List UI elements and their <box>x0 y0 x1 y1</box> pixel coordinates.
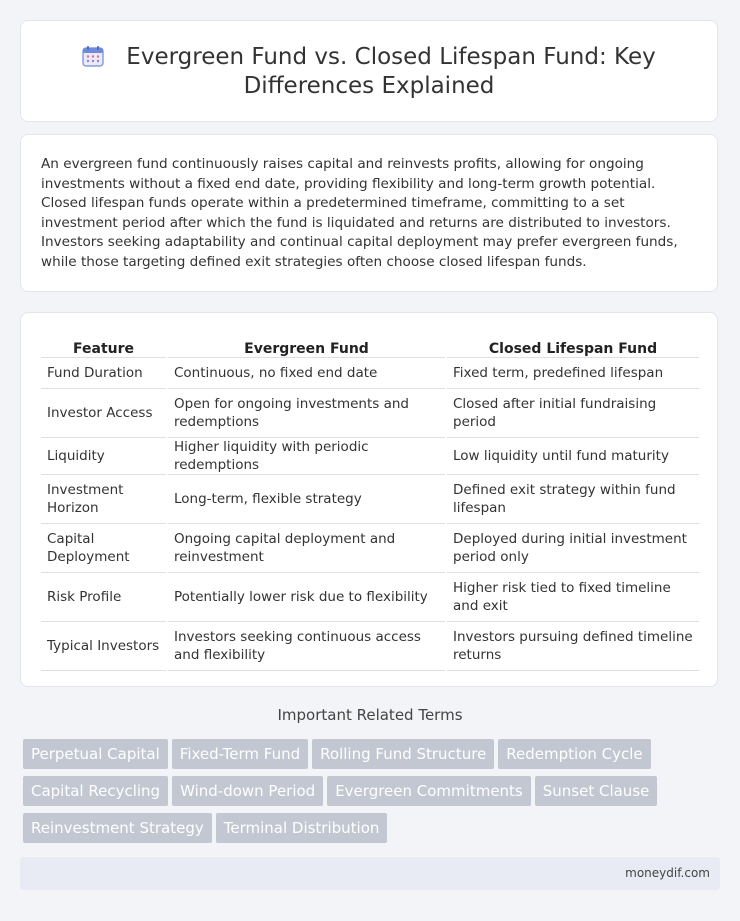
row-feature: Investment Horizon <box>41 475 167 524</box>
term-chip[interactable]: Perpetual Capital <box>23 739 168 769</box>
header-closed: Closed Lifespan Fund <box>446 335 699 358</box>
row-evergreen: Ongoing capital deployment and reinvestment <box>167 524 446 573</box>
row-evergreen: Higher liquidity with periodic redemptions <box>167 438 446 475</box>
row-evergreen: Open for ongoing investments and redemptions <box>167 389 446 438</box>
row-closed: Investors pursuing defined timeline returns <box>446 622 699 671</box>
title-wrap <box>21 43 717 101</box>
term-chip[interactable]: Terminal Distribution <box>216 813 388 843</box>
table-row <box>41 389 699 438</box>
row-feature: Capital Deployment <box>41 524 167 573</box>
term-chip[interactable]: Sunset Clause <box>535 776 658 806</box>
header-feature: Feature <box>41 335 167 358</box>
row-closed: Higher risk tied to fixed timeline and exit <box>446 573 699 622</box>
related-terms-heading: Important Related Terms <box>277 706 463 724</box>
row-feature: Investor Access <box>41 389 167 438</box>
table-header-row <box>41 335 699 358</box>
row-evergreen: Long-term, flexible strategy <box>167 475 446 524</box>
term-chip[interactable]: Wind-down Period <box>172 776 323 806</box>
table-row <box>41 438 699 475</box>
header-evergreen: Evergreen Fund <box>167 335 446 358</box>
intro-paragraph: An evergreen fund continuously raises capital and reinvests profits, allowing for ongoing investments without a fixed end date, providing flexibility and long-term growth potential. Closed lifespan funds operate within a predetermined timeframe, committing to a set investment period after which the fund is liquidated and returns are distributed to investors. Investors seeking adaptability and continual capital deployment may prefer evergreen funds, while those targeting defined exit strategies often choose closed lifespan funds. <box>41 156 678 270</box>
row-closed: Closed after initial fundraising period <box>446 389 699 438</box>
intro-card <box>20 134 718 292</box>
comparison-card <box>20 312 718 687</box>
row-evergreen: Continuous, no fixed end date <box>167 358 446 389</box>
table-row <box>41 524 699 573</box>
table-row <box>41 573 699 622</box>
row-feature: Risk Profile <box>41 573 167 622</box>
row-closed: Defined exit strategy within fund lifespan <box>446 475 699 524</box>
row-closed: Deployed during initial investment period only <box>446 524 699 573</box>
term-chip[interactable]: Reinvestment Strategy <box>23 813 212 843</box>
table-row <box>41 475 699 524</box>
page-title: Evergreen Fund vs. Closed Lifespan Fund: Key Differences Explained <box>126 44 656 99</box>
term-chip[interactable]: Capital Recycling <box>23 776 168 806</box>
row-closed: Low liquidity until fund maturity <box>446 438 699 475</box>
table-row <box>41 358 699 389</box>
term-chip[interactable]: Rolling Fund Structure <box>312 739 494 769</box>
row-feature: Fund Duration <box>41 358 167 389</box>
calendar-icon <box>82 45 104 67</box>
related-terms-list <box>23 739 723 850</box>
comparison-table <box>41 335 699 671</box>
title-card <box>20 20 718 122</box>
row-closed: Fixed term, predefined lifespan <box>446 358 699 389</box>
row-feature: Liquidity <box>41 438 167 475</box>
row-evergreen: Investors seeking continuous access and flexibility <box>167 622 446 671</box>
footer <box>20 857 720 890</box>
site-name[interactable]: moneydif.com <box>625 866 710 880</box>
term-chip[interactable]: Redemption Cycle <box>498 739 650 769</box>
table-row <box>41 622 699 671</box>
term-chip[interactable]: Evergreen Commitments <box>327 776 531 806</box>
row-evergreen: Potentially lower risk due to flexibility <box>167 573 446 622</box>
term-chip[interactable]: Fixed-Term Fund <box>172 739 308 769</box>
row-feature: Typical Investors <box>41 622 167 671</box>
